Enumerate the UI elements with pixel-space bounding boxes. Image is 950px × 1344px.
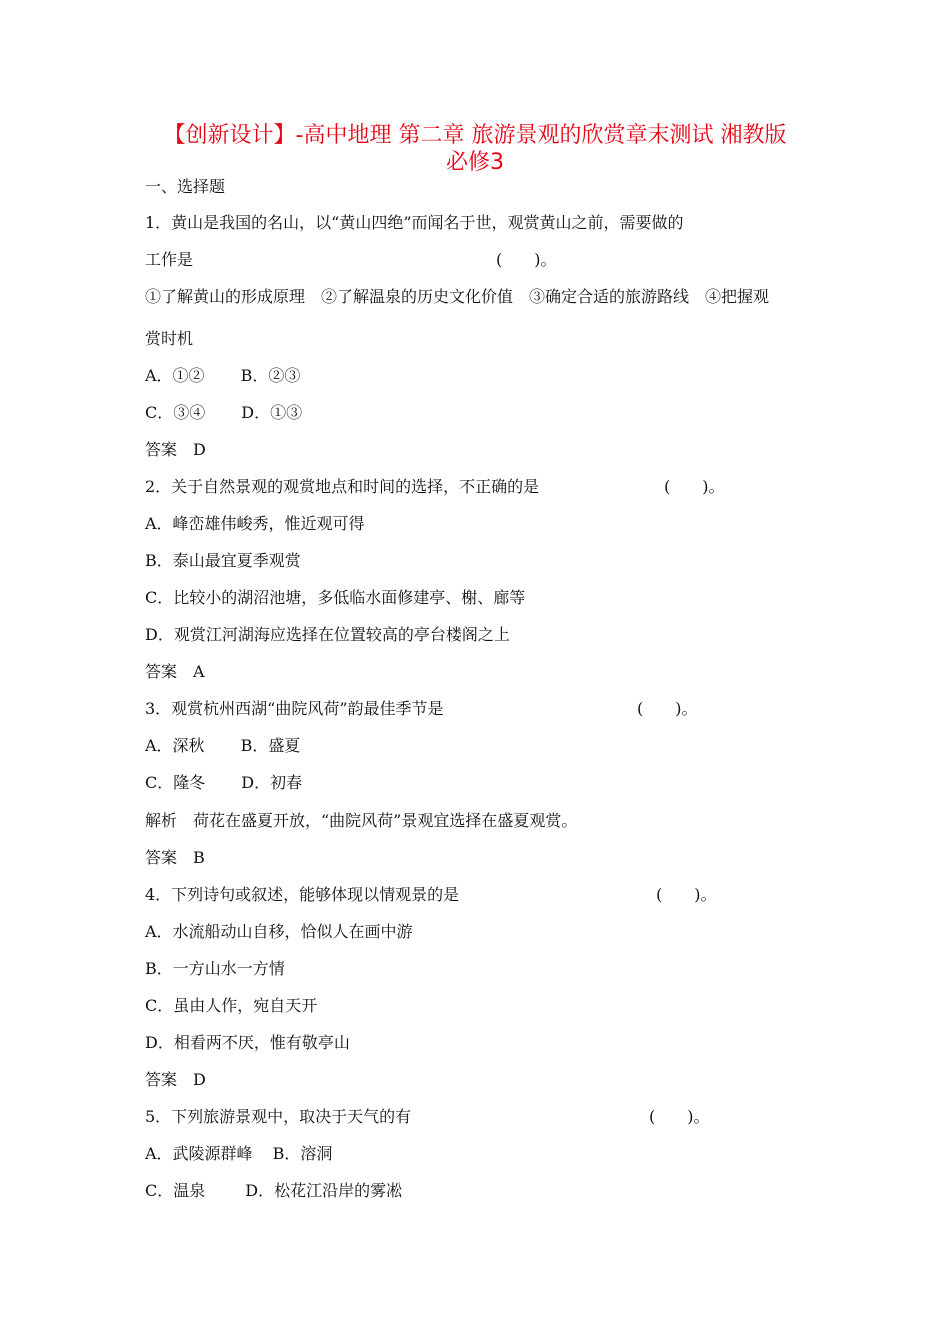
- q1-answer: 答案 D: [145, 440, 206, 459]
- q2-option-d: D．观赏江河湖海应选择在位置较高的亭台楼阁之上: [145, 625, 510, 644]
- q1-statements-line1: ①了解黄山的形成原理 ②了解温泉的历史文化价值 ③确定合适的旅游路线 ④把握观: [145, 287, 770, 306]
- q1-option-b: B．②③: [240, 366, 301, 385]
- q5-options-row2: [145, 1180, 402, 1202]
- q1-stem-line1: 1．黄山是我国的名山，以“黄山四绝”而闻名于世，观赏黄山之前，需要做的: [145, 213, 684, 232]
- q5-answer-blank: ( )。: [649, 1107, 710, 1126]
- q3-answer-blank: ( )。: [637, 699, 698, 718]
- q3-analysis: 解析 荷花在盛夏开放，“曲院风荷”景观宜选择在盛夏观赏。: [145, 811, 578, 830]
- q3-answer: 答案 B: [145, 848, 205, 867]
- q3-stem: 3．观赏杭州西湖“曲院风荷”韵最佳季节是: [145, 699, 444, 718]
- q3-option-c: C．隆冬: [145, 773, 206, 792]
- q4-answer-blank: ( )。: [656, 885, 717, 904]
- q2-option-b: B．泰山最宜夏季观赏: [145, 551, 301, 570]
- q5-option-a: A．武陵源群峰: [145, 1144, 253, 1163]
- q4-option-b: B．一方山水一方情: [145, 959, 285, 978]
- q1-options-row1: [145, 365, 300, 387]
- q3-options-row1: [145, 735, 300, 757]
- q4-option-a: A．水流船动山自移，恰似人在画中游: [145, 922, 413, 941]
- q2-option-c: C．比较小的湖沼池塘，多低临水面修建亭、榭、廊等: [145, 588, 526, 607]
- q1-answer-blank: ( )。: [496, 250, 557, 269]
- q3-options-row2: [145, 772, 302, 794]
- doc-title-line2: 必修3: [446, 150, 504, 175]
- q3-option-d: D．初春: [241, 773, 303, 792]
- q4-answer: 答案 D: [145, 1070, 206, 1089]
- q2-answer: 答案 A: [145, 662, 205, 681]
- q5-option-c: C．温泉: [145, 1181, 206, 1200]
- q5-stem: 5．下列旅游景观中，取决于天气的有: [145, 1107, 412, 1126]
- q2-answer-blank: ( )。: [664, 477, 725, 496]
- section-heading: 一、选择题: [145, 177, 226, 196]
- q2-stem: 2．关于自然景观的观赏地点和时间的选择，不正确的是: [145, 477, 540, 496]
- q4-stem: 4．下列诗句或叙述，能够体现以情观景的是: [145, 885, 460, 904]
- doc-title-line1: 【创新设计】-高中地理 第二章 旅游景观的欣赏章末测试 湘教版: [163, 123, 787, 148]
- q1-option-d: D．①③: [241, 403, 303, 422]
- q3-option-b: B．盛夏: [240, 736, 301, 755]
- q4-option-d: D．相看两不厌，惟有敬亭山: [145, 1033, 350, 1052]
- q1-statements-line2: 赏时机: [145, 329, 194, 348]
- q3-option-a: A．深秋: [145, 736, 205, 755]
- q1-options-row2: [145, 402, 302, 424]
- q2-option-a: A．峰峦雄伟峻秀，惟近观可得: [145, 514, 365, 533]
- q1-option-c: C．③④: [145, 403, 206, 422]
- q5-option-d: D．松花江沿岸的雾凇: [245, 1181, 403, 1200]
- q5-options-row1: [145, 1143, 332, 1165]
- q1-stem-line2: 工作是: [145, 250, 194, 269]
- q5-option-b: B．溶洞: [272, 1144, 333, 1163]
- q1-option-a: A．①②: [145, 366, 205, 385]
- q4-option-c: C．虽由人作，宛自天开: [145, 996, 318, 1015]
